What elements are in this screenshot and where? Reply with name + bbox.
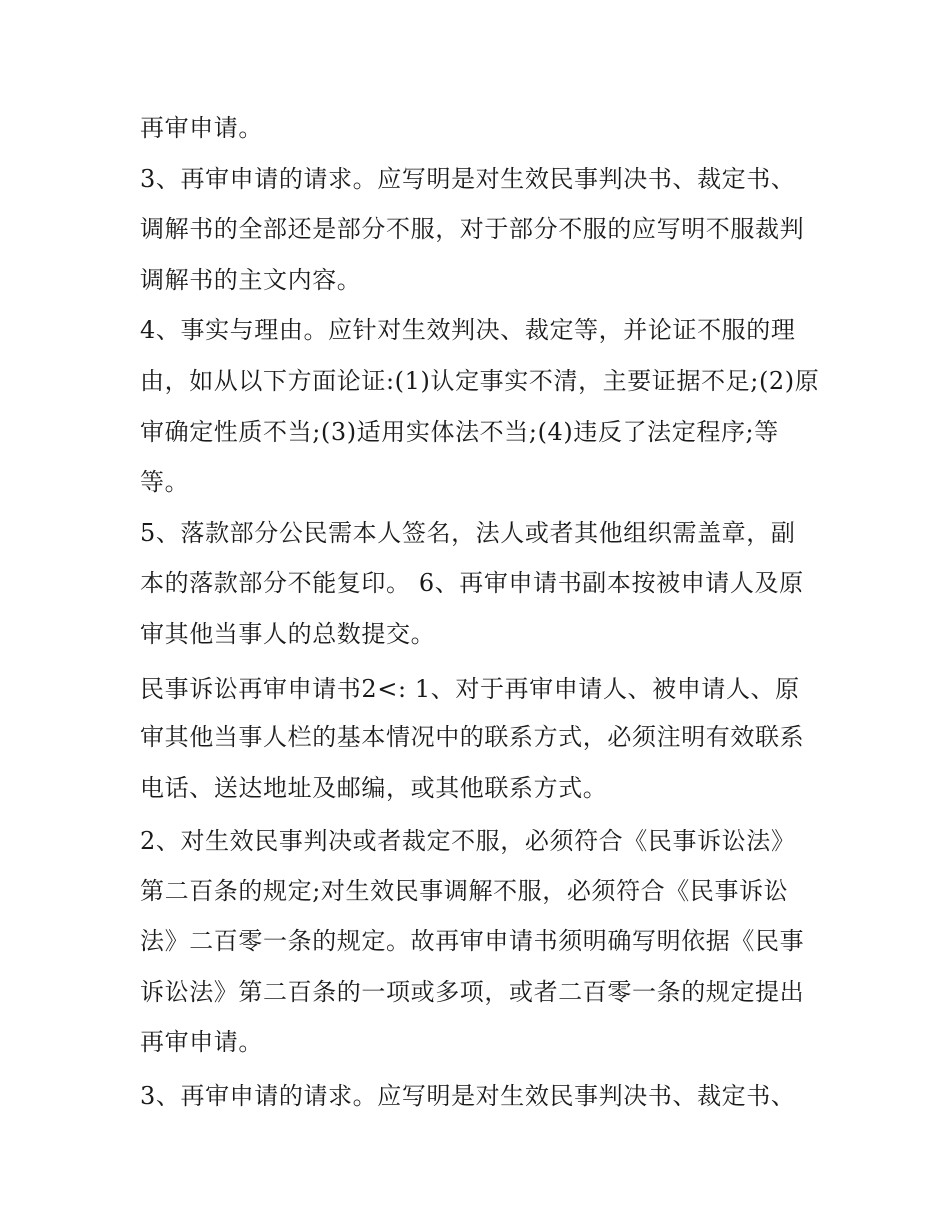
text-line: 5、落款部分公民需本人签名，法人或者其他组织需盖章，副	[140, 519, 796, 547]
text-line: 民事诉讼再审申请书2<: 1、对于再审申请人、被申请人、原	[140, 675, 800, 703]
text-line: 4、事实与理由。应针对生效判决、裁定等，并论证不服的理	[140, 316, 796, 344]
text-line: 调解书的全部还是部分不服，对于部分不服的应写明不服裁判	[140, 215, 805, 243]
text-line: 审其他当事人的总数提交。	[140, 620, 436, 648]
text-line: 审其他当事人栏的基本情况中的联系方式，必须注明有效联系	[140, 723, 805, 751]
text-line: 电话、送达地址及邮编，或其他联系方式。	[140, 774, 608, 802]
text-line: 再审申请。	[140, 1028, 263, 1056]
text-line: 调解书的主文内容。	[140, 266, 362, 294]
text-line: 3、再审申请的请求。应写明是对生效民事判决书、裁定书、	[140, 1082, 796, 1110]
text-line: 法》二百零一条的规定。故再审申请书须明确写明依据《民事	[140, 927, 805, 955]
text-line: 审确定性质不当;(3)适用实体法不当;(4)违反了法定程序;等	[140, 418, 779, 446]
text-line: 由，如从以下方面论证:(1)认定事实不清，主要证据不足;(2)原	[140, 367, 820, 395]
text-line: 3、再审申请的请求。应写明是对生效民事判决书、裁定书、	[140, 165, 796, 193]
text-line: 等。	[140, 468, 190, 496]
text-line: 诉讼法》第二百条的一项或多项，或者二百零一条的规定提出	[140, 978, 805, 1006]
text-line: 第二百条的规定;对生效民事调解不服，必须符合《民事诉讼	[140, 877, 789, 905]
text-line: 再审申请。	[140, 114, 263, 142]
text-line: 本的落款部分不能复印。 6、再审申请书副本按被申请人及原	[140, 569, 804, 597]
text-line: 2、对生效民事判决或者裁定不服，必须符合《民事诉讼法》	[140, 827, 796, 855]
